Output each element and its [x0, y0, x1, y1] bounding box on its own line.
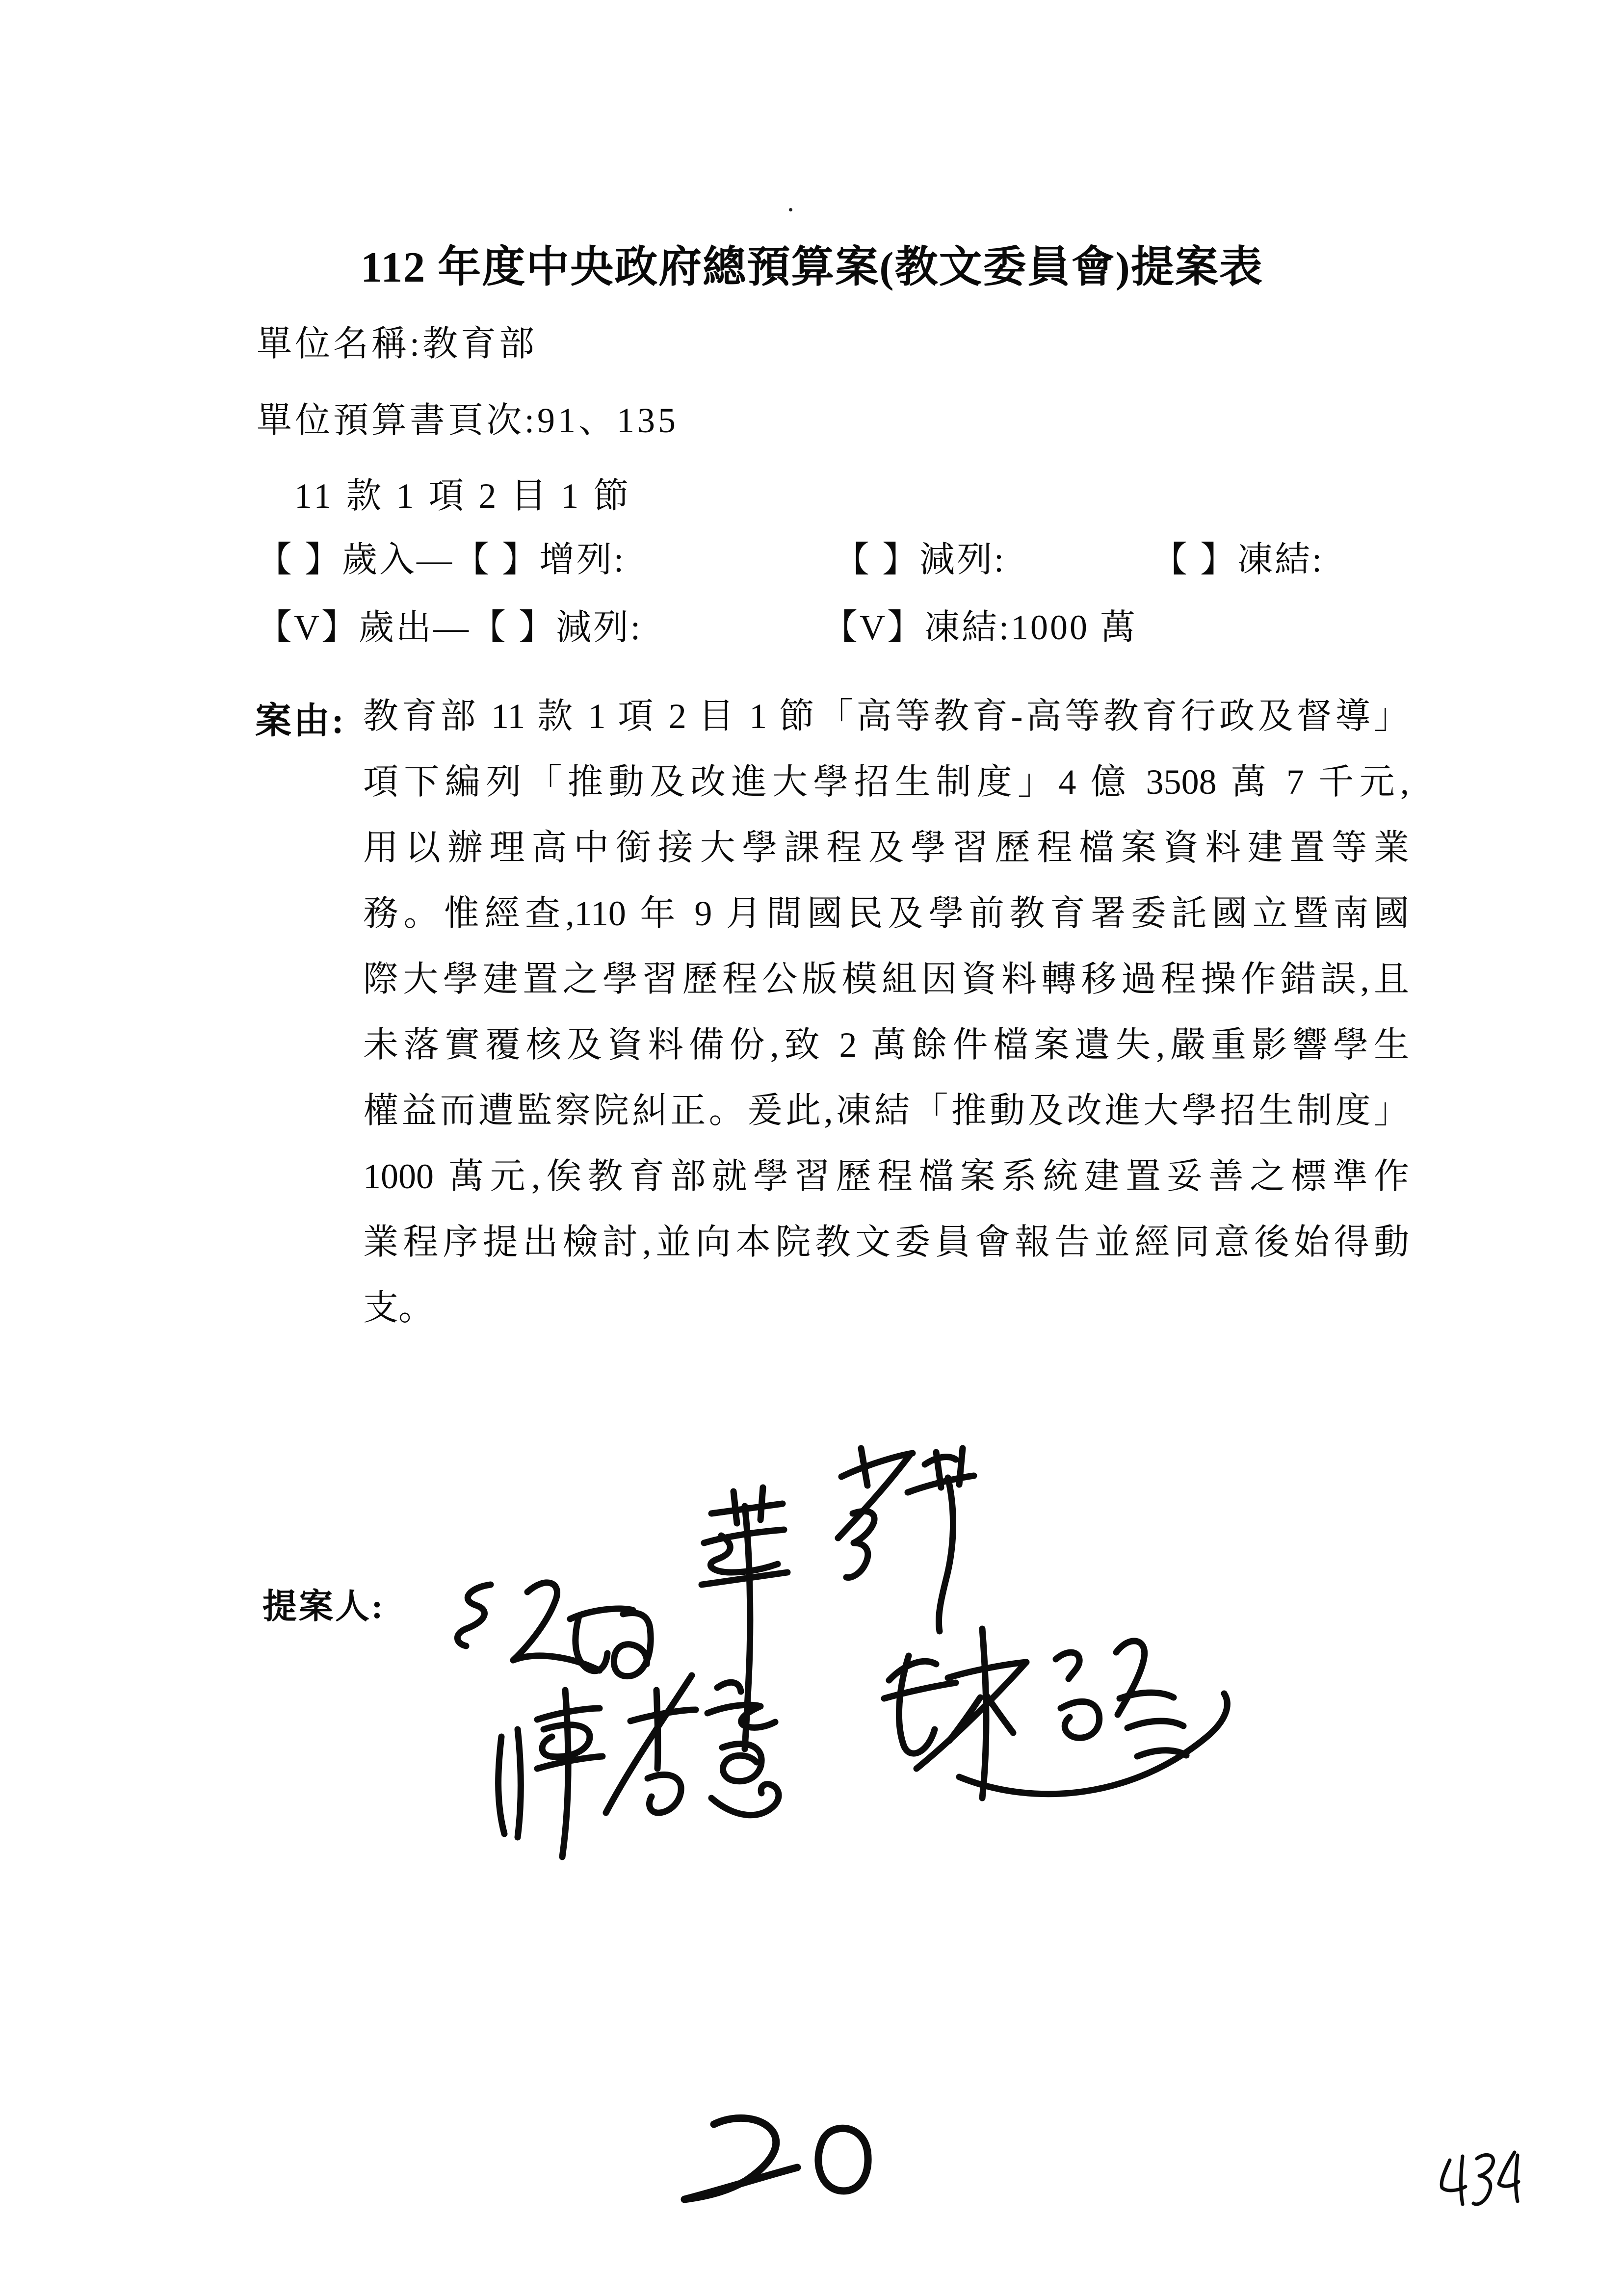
proposer-signatures-handwriting [417, 1423, 1276, 1913]
case-line: 1000 萬元,俟教育部就學習歷程檔案系統建置妥善之標準作 [363, 1157, 1409, 1196]
budget-item-line: 11 款 1 項 2 目 1 節 [294, 476, 632, 516]
scan-speck [789, 208, 792, 211]
checkbox-row1-revenue-add: 【 】歲入—【 】增列: [257, 540, 626, 579]
case-reason-label: 案由: [255, 701, 346, 741]
case-line: 項下編列「推動及改進大學招生制度」4 億 3508 萬 7 千元, [363, 762, 1409, 802]
case-line: 用以辦理高中銜接大學課程及學習歷程檔案資料建置等業 [363, 828, 1409, 867]
checkbox-row2-expenditure-reduce: 【V】歲出—【 】減列: [257, 608, 643, 647]
unit-name-line: 單位名稱:教育部 [257, 324, 538, 364]
proposer-label: 提案人: [262, 1588, 385, 1626]
signature-1-drawing [457, 1583, 651, 1676]
checkbox-row1-reduce: 【 】減列: [834, 540, 1006, 579]
case-line: 支。 [363, 1288, 434, 1328]
case-line: 際大學建置之學習歷程公版模組因資料轉移過程操作錯誤,且 [363, 960, 1409, 999]
handwritten-page-number [672, 2105, 878, 2218]
signature-3-drawing [838, 1448, 974, 1631]
case-line: 權益而遭監察院糾正。爰此,凍結「推動及改進大學招生制度」 [363, 1091, 1409, 1130]
signature-4-drawing [498, 1675, 779, 1857]
case-reason-paragraph [363, 692, 1409, 1349]
handwritten-corner-number [1430, 2146, 1528, 2215]
budget-book-page-line: 單位預算書頁次:91、135 [257, 401, 679, 440]
case-line: 教育部 11 款 1 項 2 目 1 節「高等教育-高等教育行政及督導」 [363, 697, 1409, 736]
signature-5-drawing [884, 1629, 1227, 1798]
case-line: 未落實覆核及資料備份,致 2 萬餘件檔案遺失,嚴重影響學生 [363, 1025, 1409, 1065]
case-line: 務。惟經查,110 年 9 月間國民及學前教育署委託國立暨南國 [363, 894, 1409, 933]
case-line: 業程序提出檢討,並向本院教文委員會報告並經同意後始得動 [363, 1223, 1409, 1262]
checkbox-row1-freeze: 【 】凍結: [1152, 540, 1324, 579]
document-title: 112 年度中央政府總預算案(教文委員會)提案表 [361, 244, 1263, 291]
checkbox-row2-freeze-amount: 【V】凍結:1000 萬 [822, 608, 1138, 647]
